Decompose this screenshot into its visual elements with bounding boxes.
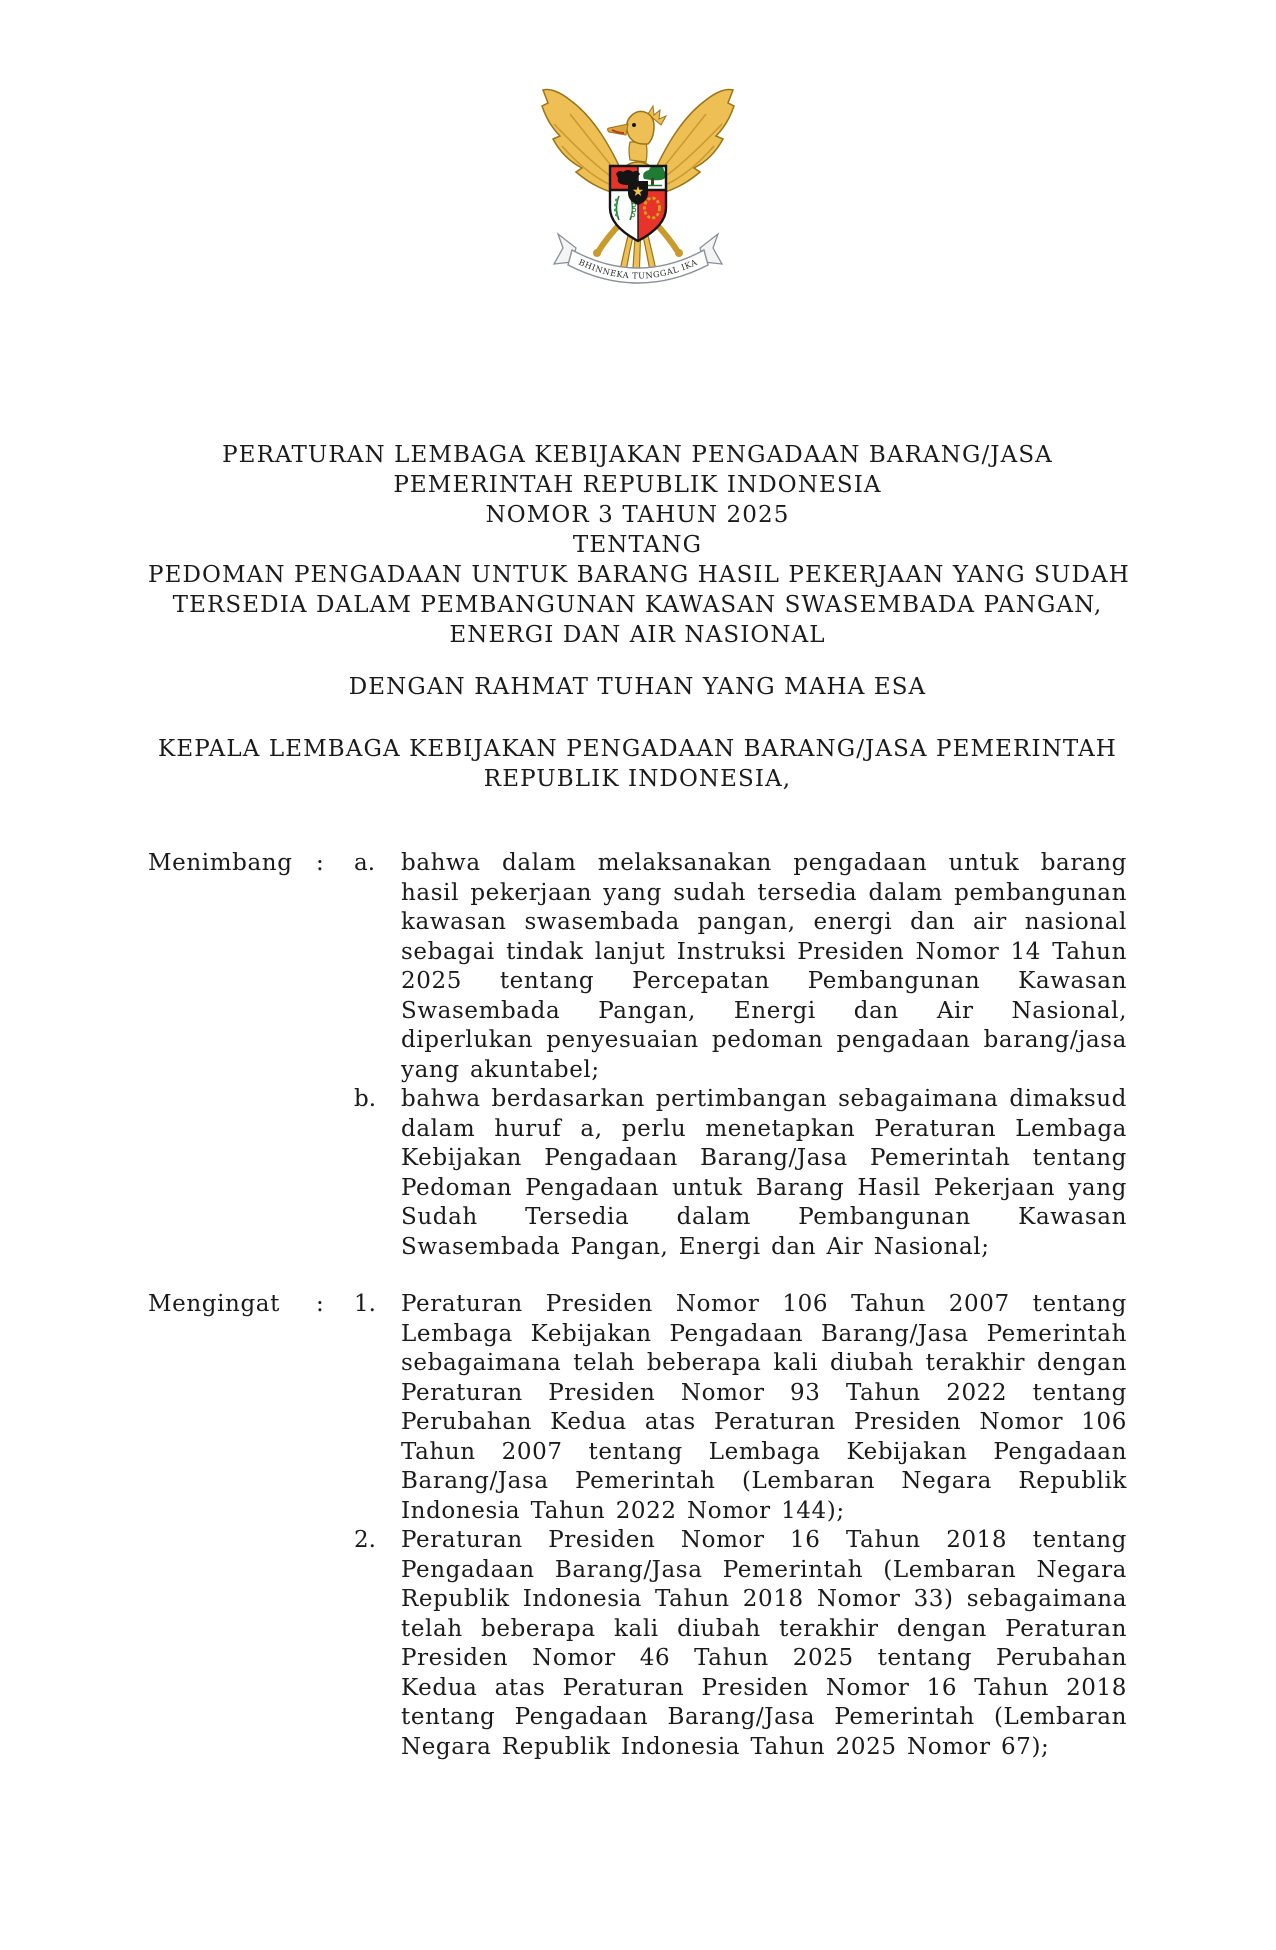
item-marker: b. (354, 1086, 377, 1112)
title-line-1: PERATURAN LEMBAGA KEBIJAKAN PENGADAAN BARANG/JASA (222, 442, 1053, 468)
legal-basis-item-1 (354, 1290, 1127, 1526)
head-icon (608, 106, 667, 162)
title-line-2: PEMERINTAH REPUBLIK INDONESIA (393, 472, 882, 498)
item-text: Peraturan Presiden Nomor 16 Tahun 2018 tentang Pengadaan Barang/Jasa Pemerintah (Lembaran Negara Republik Indonesia Tahun 2018 Nomor 33) sebagaimana telah beberapa kali diubah terakhir dengan Peraturan Presiden Nomor 46 Tahun 2025 tentang Perubahan Kedua atas Peraturan Presiden Nomor 16 Tahun 2018 tentang Pengadaan Barang/Jasa Pemerintah (Lembaran Negara Republik Indonesia Tahun 2025 Nomor 67); (401, 1527, 1127, 1760)
title-line-7: ENERGI DAN AIR NASIONAL (449, 622, 826, 648)
item-text: bahwa dalam melaksanakan pengadaan untuk barang hasil pekerjaan yang sudah tersedia dalam pembangunan kawasan swasembada pangan, energi dan air nasional sebagai tindak lanjut Instruksi Presiden Nomor 14 Tahun 2025 tentang Percepatan Pembangunan Kawasan Swasembada Pangan, Energi dan Air Nasional, diperlukan penyesuaian pedoman pengadaan barang/jasa yang akuntabel; (401, 850, 1127, 1083)
section-mengingat (148, 1290, 1127, 1762)
item-marker: 1. (354, 1291, 376, 1317)
mengingat-items (354, 1290, 1127, 1762)
section-menimbang (148, 849, 1127, 1262)
consideration-item-a (354, 849, 1127, 1085)
section-colon: : (316, 1291, 324, 1317)
authority-line-2: REPUBLIK INDONESIA, (483, 766, 792, 792)
item-text: bahwa berdasarkan pertimbangan sebagaimana dimaksud dalam huruf a, perlu menetapkan Peraturan Lembaga Kebijakan Pengadaan Barang/Jasa Pemerintah tentang Pedoman Pengadaan untuk Barang Hasil Pekerjaan yang Sudah Tersedia dalam Pembangunan Kawasan Swasembada Pangan, Energi dan Air Nasional; (401, 1086, 1127, 1260)
title-line-4: TENTANG (572, 532, 703, 558)
emblem-banner-text: BHINNEKA TUNGGAL IKA (577, 256, 699, 281)
item-text: Peraturan Presiden Nomor 106 Tahun 2007 tentang Lembaga Kebijakan Pengadaan Barang/Jasa Pemerintah sebagaimana telah beberapa kali diubah terakhir dengan Peraturan Presiden Nomor 93 Tahun 2022 tentang Perubahan Kedua atas Peraturan Presiden Nomor 106 Tahun 2007 tentang Lembaga Kebijakan Pengadaan Barang/Jasa Pemerintah (Lembaran Negara Republik Indonesia Tahun 2022 Nomor 144); (401, 1291, 1127, 1524)
garuda-pancasila-emblem (536, 80, 740, 292)
item-marker: 2. (354, 1527, 376, 1553)
title-line-5: PEDOMAN PENGADAAN UNTUK BARANG HASIL PEKERJAAN YANG SUDAH (148, 562, 1130, 588)
title-line-3: NOMOR 3 TAHUN 2025 (485, 502, 790, 528)
legal-basis-item-2 (354, 1526, 1127, 1762)
section-label-menimbang: Menimbang (148, 850, 293, 876)
section-label-mengingat: Mengingat (148, 1291, 280, 1317)
section-colon: : (316, 850, 324, 876)
issuing-authority (148, 734, 1127, 794)
preamble (148, 849, 1127, 1762)
talon-left-icon (593, 249, 601, 257)
item-marker: a. (354, 850, 376, 876)
title-line-6: TERSEDIA DALAM PEMBANGUNAN KAWASAN SWASEMBADA PANGAN, (172, 592, 1103, 618)
authority-line-1: KEPALA LEMBAGA KEBIJAKAN PENGADAAN BARANG/JASA PEMERINTAH (158, 736, 1117, 762)
regulation-title (148, 440, 1130, 650)
invocation-line: DENGAN RAHMAT TUHAN YANG MAHA ESA (348, 674, 927, 700)
talon-right-icon (675, 249, 683, 257)
menimbang-items (354, 849, 1127, 1262)
consideration-item-b (354, 1085, 1127, 1262)
